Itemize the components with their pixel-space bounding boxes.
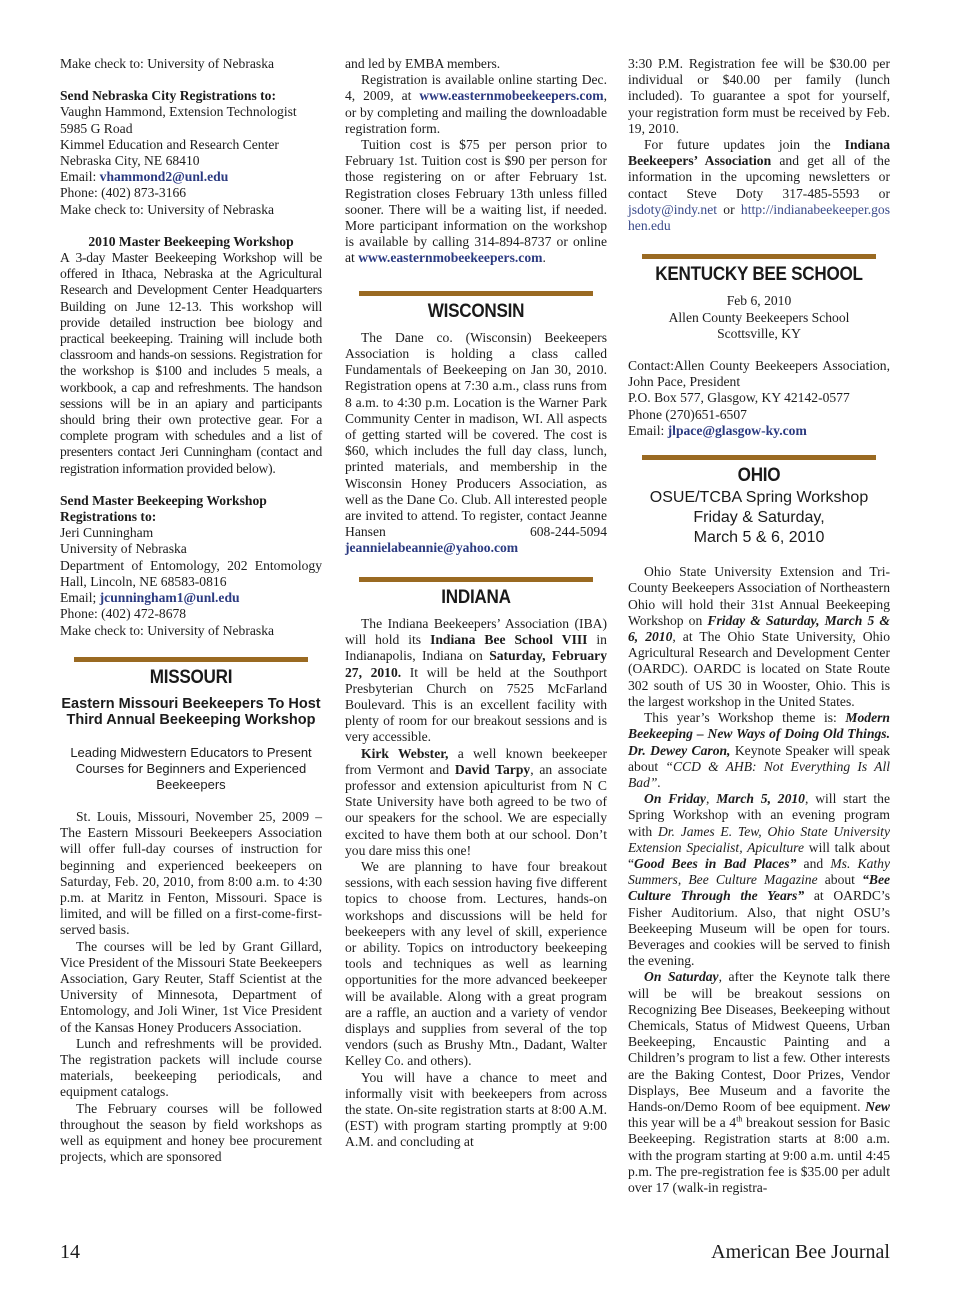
email-line bbox=[60, 169, 322, 185]
indiana-paragraph bbox=[345, 746, 607, 859]
text-run: On Saturday bbox=[644, 969, 719, 985]
text-run: Friday & Saturday, March 5 & 6, 2010 bbox=[628, 612, 890, 645]
kentucky-city: Scottsville, KY bbox=[717, 325, 801, 341]
section-title-missouri: MISSOURI bbox=[149, 666, 233, 688]
text-run: For future updates join the bbox=[644, 137, 845, 153]
address-line: Department of Entomology, 202 Entomology Hall, Lincoln, NE 68583-0816 bbox=[60, 557, 322, 589]
text-run: in Indianapolis, Indiana on bbox=[345, 632, 607, 664]
text-run: March 5, 2010 bbox=[716, 791, 805, 807]
text-run: , bbox=[705, 791, 717, 807]
section-divider bbox=[642, 455, 876, 460]
indiana-paragraph: You will have a chance to meet and informally visit with beekeepers from across the state. On-site registration starts at 8:00 A.M. (EST) with program starting promptly at 9:00 A.M. and concluding at bbox=[345, 1069, 607, 1150]
text-run: Indiana Bee School VIII bbox=[430, 632, 588, 648]
email-line bbox=[60, 590, 322, 606]
missouri-paragraph: The courses will be led by Grant Gillard, Vice President of the Missouri State Beekeepers Association, Gary Reuter, Staff Scientist at the University of Minnesota, Department of Entomology, and Joli Winer, 1st Vice President of the Kansas Honey Producers Association. bbox=[60, 938, 322, 1035]
email-label: Email: bbox=[628, 422, 668, 438]
text-run: Keynote Speaker will speak about bbox=[628, 742, 890, 774]
indiana-paragraph bbox=[345, 616, 607, 746]
text-run: Tuition cost is $75 per person prior to February 1st. Tuition cost is $90 per person for those registering on or after February 1st. Registration closes February 13th unless filled sooner. There will be a waiting list, if needed. More participant information on the workshop is available by calling 314-894-8737 or online at bbox=[345, 137, 607, 266]
missouri-paragraph: Lunch and refreshments will be provided. The registration packets will include course materials, beekeeping periodicals, and equipment catalogs. bbox=[60, 1035, 322, 1100]
missouri-paragraph bbox=[345, 137, 607, 267]
text-run: . bbox=[542, 250, 546, 266]
phone-line: Phone: (402) 472-8678 bbox=[60, 606, 187, 622]
indiana-paragraph: We are planning to have four breakout sessions, with each session having five different topics to choose from. Lectures, hands-on workshops and discussions will be held for beekeepers with any level of skill, experience or ability. Topics on introductory beekeeping tools and techniques as well as learning opportunities for the more advanced beekeeper will be available. Along with a great program are a raffle, an auction and a variety of vendor displays and supplies from several of the top vendors (such as Brushy Mtn., Dadant, Walter Kelley Co. and others). bbox=[345, 858, 607, 1069]
text-run: a well known beekeeper from Vermont and bbox=[345, 745, 607, 777]
section-divider bbox=[642, 254, 876, 259]
text-run: Kirk Webster, bbox=[361, 745, 449, 761]
address-line: Nebraska City, NE 68410 bbox=[60, 153, 200, 169]
text-run: Good Bees in Bad Places” bbox=[634, 855, 797, 871]
missouri-paragraph: St. Louis, Missouri, November 25, 2009 – The Eastern Missouri Beekeepers Association will offer full-day courses of instruction for beginning and experienced beekeepers on Saturday, Feb. 20, 2010, from 8:00 a.m. to 4:30 p.m. at Maritz in Fenton, Missouri. Space is limited, and will be filled on a first-come-first-served basis. bbox=[60, 808, 322, 938]
text-run: , at The Ohio State University, Ohio Agricultural Research and Development Center (OARDC). OARDC is located on State Route 302 south of US 30 in Wooster, Ohio. This is the largest workshop in the United States. bbox=[628, 629, 890, 709]
text-run: Ohio State University Extension and Tri-County Beekeepers Association of Northeastern Ohio will hold their 31st Annual Beekeeping Workshop on bbox=[628, 564, 890, 628]
nebraska-city-heading: Send Nebraska City Registrations to: bbox=[60, 88, 276, 104]
text-run: On Friday bbox=[644, 791, 706, 807]
text-run: The Dane co. (Wisconsin) Beekeepers Association is holding a class called Fundamentals of Beekeeping on Jan 30, 2010. Registration opens at 7:30 a.m., class runs from 8 a.m. to 4:30 p.m. Location is the Warner Park Community Center in madison, WI. All aspects of getting started will be covered. The cost is $60, which includes the full day class, lunch, printed materials, and membership in the Wisconsin Honey Producers Association, as well as the Dane Co. Club. All interested people are invited to attend. To register, contact Jeanne Hansen 608-244-5094 bbox=[345, 329, 607, 540]
email-link[interactable]: jlpace@glasgow-ky.com bbox=[667, 422, 807, 438]
ohio-subtitle: March 5 & 6, 2010 bbox=[693, 529, 825, 547]
text-run: Modern Beekeeping – New Ways of Doing Old Things. Dr. Dewey Caron, bbox=[628, 710, 890, 758]
kentucky-po-box: P.O. Box 577, Glasgow, KY 42142-0577 bbox=[628, 390, 850, 406]
text-run: will talk about “ bbox=[628, 839, 890, 871]
text-run: Indiana Beekeepers’ Association bbox=[628, 137, 890, 169]
text-run: The Indiana Beekeepers’ Association (IBA) will hold its bbox=[345, 615, 607, 648]
text-run: , will start the Spring Workshop with an evening program with bbox=[628, 791, 890, 839]
missouri-tagline: Leading Midwestern Educators to Present Courses for Beginners and Experienced Beekeepers bbox=[70, 744, 312, 792]
text-run: at OARDC’s Fisher Auditorium. Also, that night OSU’s Beekeeping Museum will be open for tours. Beverages and cookies will be served to finish the evening. bbox=[628, 888, 890, 969]
text-run: and get all of the information in the upcoming newsletters or contact Steve Doty 317-485-5593 or bbox=[628, 153, 890, 201]
text-run: this year will be a 4 bbox=[628, 1115, 737, 1131]
text-run: Dr. James E. Tew, Ohio State University Extension Specialist, Apiculture bbox=[628, 823, 890, 855]
text-run: breakout session for Basic Beekeeping. Registration starts at 8:00 a.m. with the program starting at 9:00 a.m. until 4:45 p.m. The pre-registration fee is $35.00 per adult over 17 (walk-in registra- bbox=[628, 1115, 890, 1195]
kentucky-phone: Phone (270)651-6507 bbox=[628, 406, 747, 422]
ohio-paragraph bbox=[628, 969, 890, 1196]
ohio-paragraph bbox=[628, 710, 890, 791]
make-check-text: Make check to: University of Nebraska bbox=[60, 201, 275, 217]
text-run: , an associate professor and extension apiculturist from N C State University have both agreed to be two of our speakers for the school. We are especially excited to have them both at our school. Don’t you dare miss this one! bbox=[345, 761, 607, 858]
missouri-paragraph bbox=[345, 72, 607, 137]
text-run: David Tarpy bbox=[454, 761, 531, 777]
make-check-text: Make check to: University of Nebraska bbox=[60, 56, 275, 71]
text-run: “Bee Culture Through the Years” bbox=[628, 872, 891, 904]
indiana-paragraph bbox=[628, 137, 890, 234]
column-1 bbox=[60, 56, 322, 1165]
kentucky-contact: Contact:Allen County Beekeepers Association, John Pace, President bbox=[628, 358, 890, 390]
text-run: This year’s Workshop theme is: bbox=[644, 710, 846, 726]
missouri-paragraph: The February courses will be followed throughout the season by field workshops as well as equipment and honey bee procurement projects, which are sponsored bbox=[60, 1100, 322, 1165]
email-link[interactable]: vhammond2@unl.edu bbox=[99, 169, 229, 185]
text-run: or bbox=[717, 201, 741, 217]
text-run: Saturday, February 27, 2010. bbox=[345, 648, 607, 680]
text-run: Registration is available online starting Dec. 4, 2009, at bbox=[345, 72, 607, 104]
superscript: th bbox=[736, 1114, 743, 1124]
text-run: and bbox=[796, 855, 831, 871]
indiana-paragraph: 3:30 P.M. Registration fee will be $30.00 per individual or $40.00 per family (lunch included). To guarantee a spot for yourself, your registration form must be received by Feb. 19, 2010. bbox=[628, 56, 890, 136]
section-title-ohio: OHIO bbox=[737, 465, 781, 487]
email-link[interactable]: jcunningham1@unl.edu bbox=[99, 590, 240, 606]
kentucky-org: Allen County Beekeepers School bbox=[668, 309, 850, 325]
address-line: Vaughn Hammond, Extension Technologist bbox=[60, 104, 297, 120]
journal-name: American Bee Journal bbox=[711, 1241, 890, 1263]
column-2 bbox=[345, 56, 607, 1151]
address-line: 5985 G Road bbox=[60, 120, 133, 136]
section-divider bbox=[74, 657, 308, 662]
kentucky-date: Feb 6, 2010 bbox=[726, 293, 792, 309]
address-line: Jeri Cunningham bbox=[60, 525, 154, 541]
website-link[interactable]: www.easternmobeekeepers.com bbox=[419, 88, 604, 104]
section-divider bbox=[359, 291, 593, 296]
email-label: Email: bbox=[60, 169, 100, 185]
ohio-paragraph bbox=[628, 564, 890, 710]
text-run: about bbox=[817, 872, 863, 888]
text-run: It will be held at the Southport Presbyterian Church on 7525 McFarland Boulevard. This is an excellent facility with plenty of room for our breakout sessions and is very accessible. bbox=[345, 664, 607, 745]
email-label: Email; bbox=[60, 590, 100, 606]
column-3 bbox=[628, 56, 890, 1196]
phone-line: Phone: (402) 873-3166 bbox=[60, 185, 187, 201]
section-divider bbox=[359, 577, 593, 582]
section-title-kentucky: KENTUCKY BEE SCHOOL bbox=[655, 264, 863, 286]
email-line bbox=[628, 423, 890, 439]
text-run: , or by completing and mailing the downloadable registration form. bbox=[345, 88, 607, 136]
missouri-subtitle: Eastern Missouri Beekeepers To Host Third Annual Beekeeping Workshop bbox=[61, 695, 321, 729]
ohio-subtitle: OSUE/TCBA Spring Workshop bbox=[649, 489, 869, 507]
text-run: Ms. Kathy Summers, Bee Culture Magazine bbox=[628, 855, 890, 888]
ohio-subtitle: Friday & Saturday, bbox=[693, 509, 825, 527]
website-link[interactable]: www.easternmobeekeepers.com bbox=[358, 250, 543, 266]
address-line: Kimmel Education and Research Center bbox=[60, 136, 279, 152]
website-link[interactable]: http://indianabeekeeper.goshen.edu bbox=[628, 201, 890, 234]
missouri-paragraph: and led by EMBA members. bbox=[345, 56, 501, 71]
text-run: New bbox=[865, 1098, 890, 1114]
address-line: University of Nebraska bbox=[60, 541, 187, 557]
workshop-body: A 3-day Master Beekeeping Workshop will be offered in Ithaca, Nebraska at the Agricultural Research and Development Center Headquarters Building on June 12-13. This workshop will provide detailed instruction bee biology and practical beekeeping. Training will include both classroom and hands-on sessions. Registration for the workshop is $100 and includes 5 meals, a workbook, a cap and refreshments. The handson sessions will be in an apiary and participants should bring their own protective gear. For a complete program with schedules and a list of presenters contact Jeri Cunningham (contact and registration information provided below). bbox=[60, 250, 322, 476]
email-link[interactable]: jeannielabeannie@yahoo.com bbox=[345, 540, 519, 556]
wisconsin-paragraph bbox=[345, 330, 607, 557]
make-check-text: Make check to: University of Nebraska bbox=[60, 622, 275, 638]
workshop-registration-heading: Send Master Beekeeping Workshop Registrations to: bbox=[60, 492, 267, 525]
workshop-title: 2010 Master Beekeeping Workshop bbox=[88, 233, 294, 249]
section-title-wisconsin: WISCONSIN bbox=[427, 300, 525, 322]
section-title-indiana: INDIANA bbox=[441, 586, 511, 608]
ohio-paragraph bbox=[628, 791, 890, 969]
text-run: , after the Keynote talk there will be will be breakout sessions on Recognizing Bee Diseases, Beekeeping without Chemicals, Status of Midwest Queens, Urban Beekeeping, Encaustic Painting and a Children’s program to list a few. Other interests are the Baking Contest, Door Prizes, Vendor Displays, Bee Museum and a favorite the Hands-on/Demo Room of bee equipment. bbox=[628, 969, 891, 1114]
email-link[interactable]: jsdoty@indy.net bbox=[628, 201, 718, 217]
page-number: 14 bbox=[60, 1241, 80, 1263]
text-run: “CCD & AHB: Not Everything Is All Bad”. bbox=[628, 758, 890, 790]
